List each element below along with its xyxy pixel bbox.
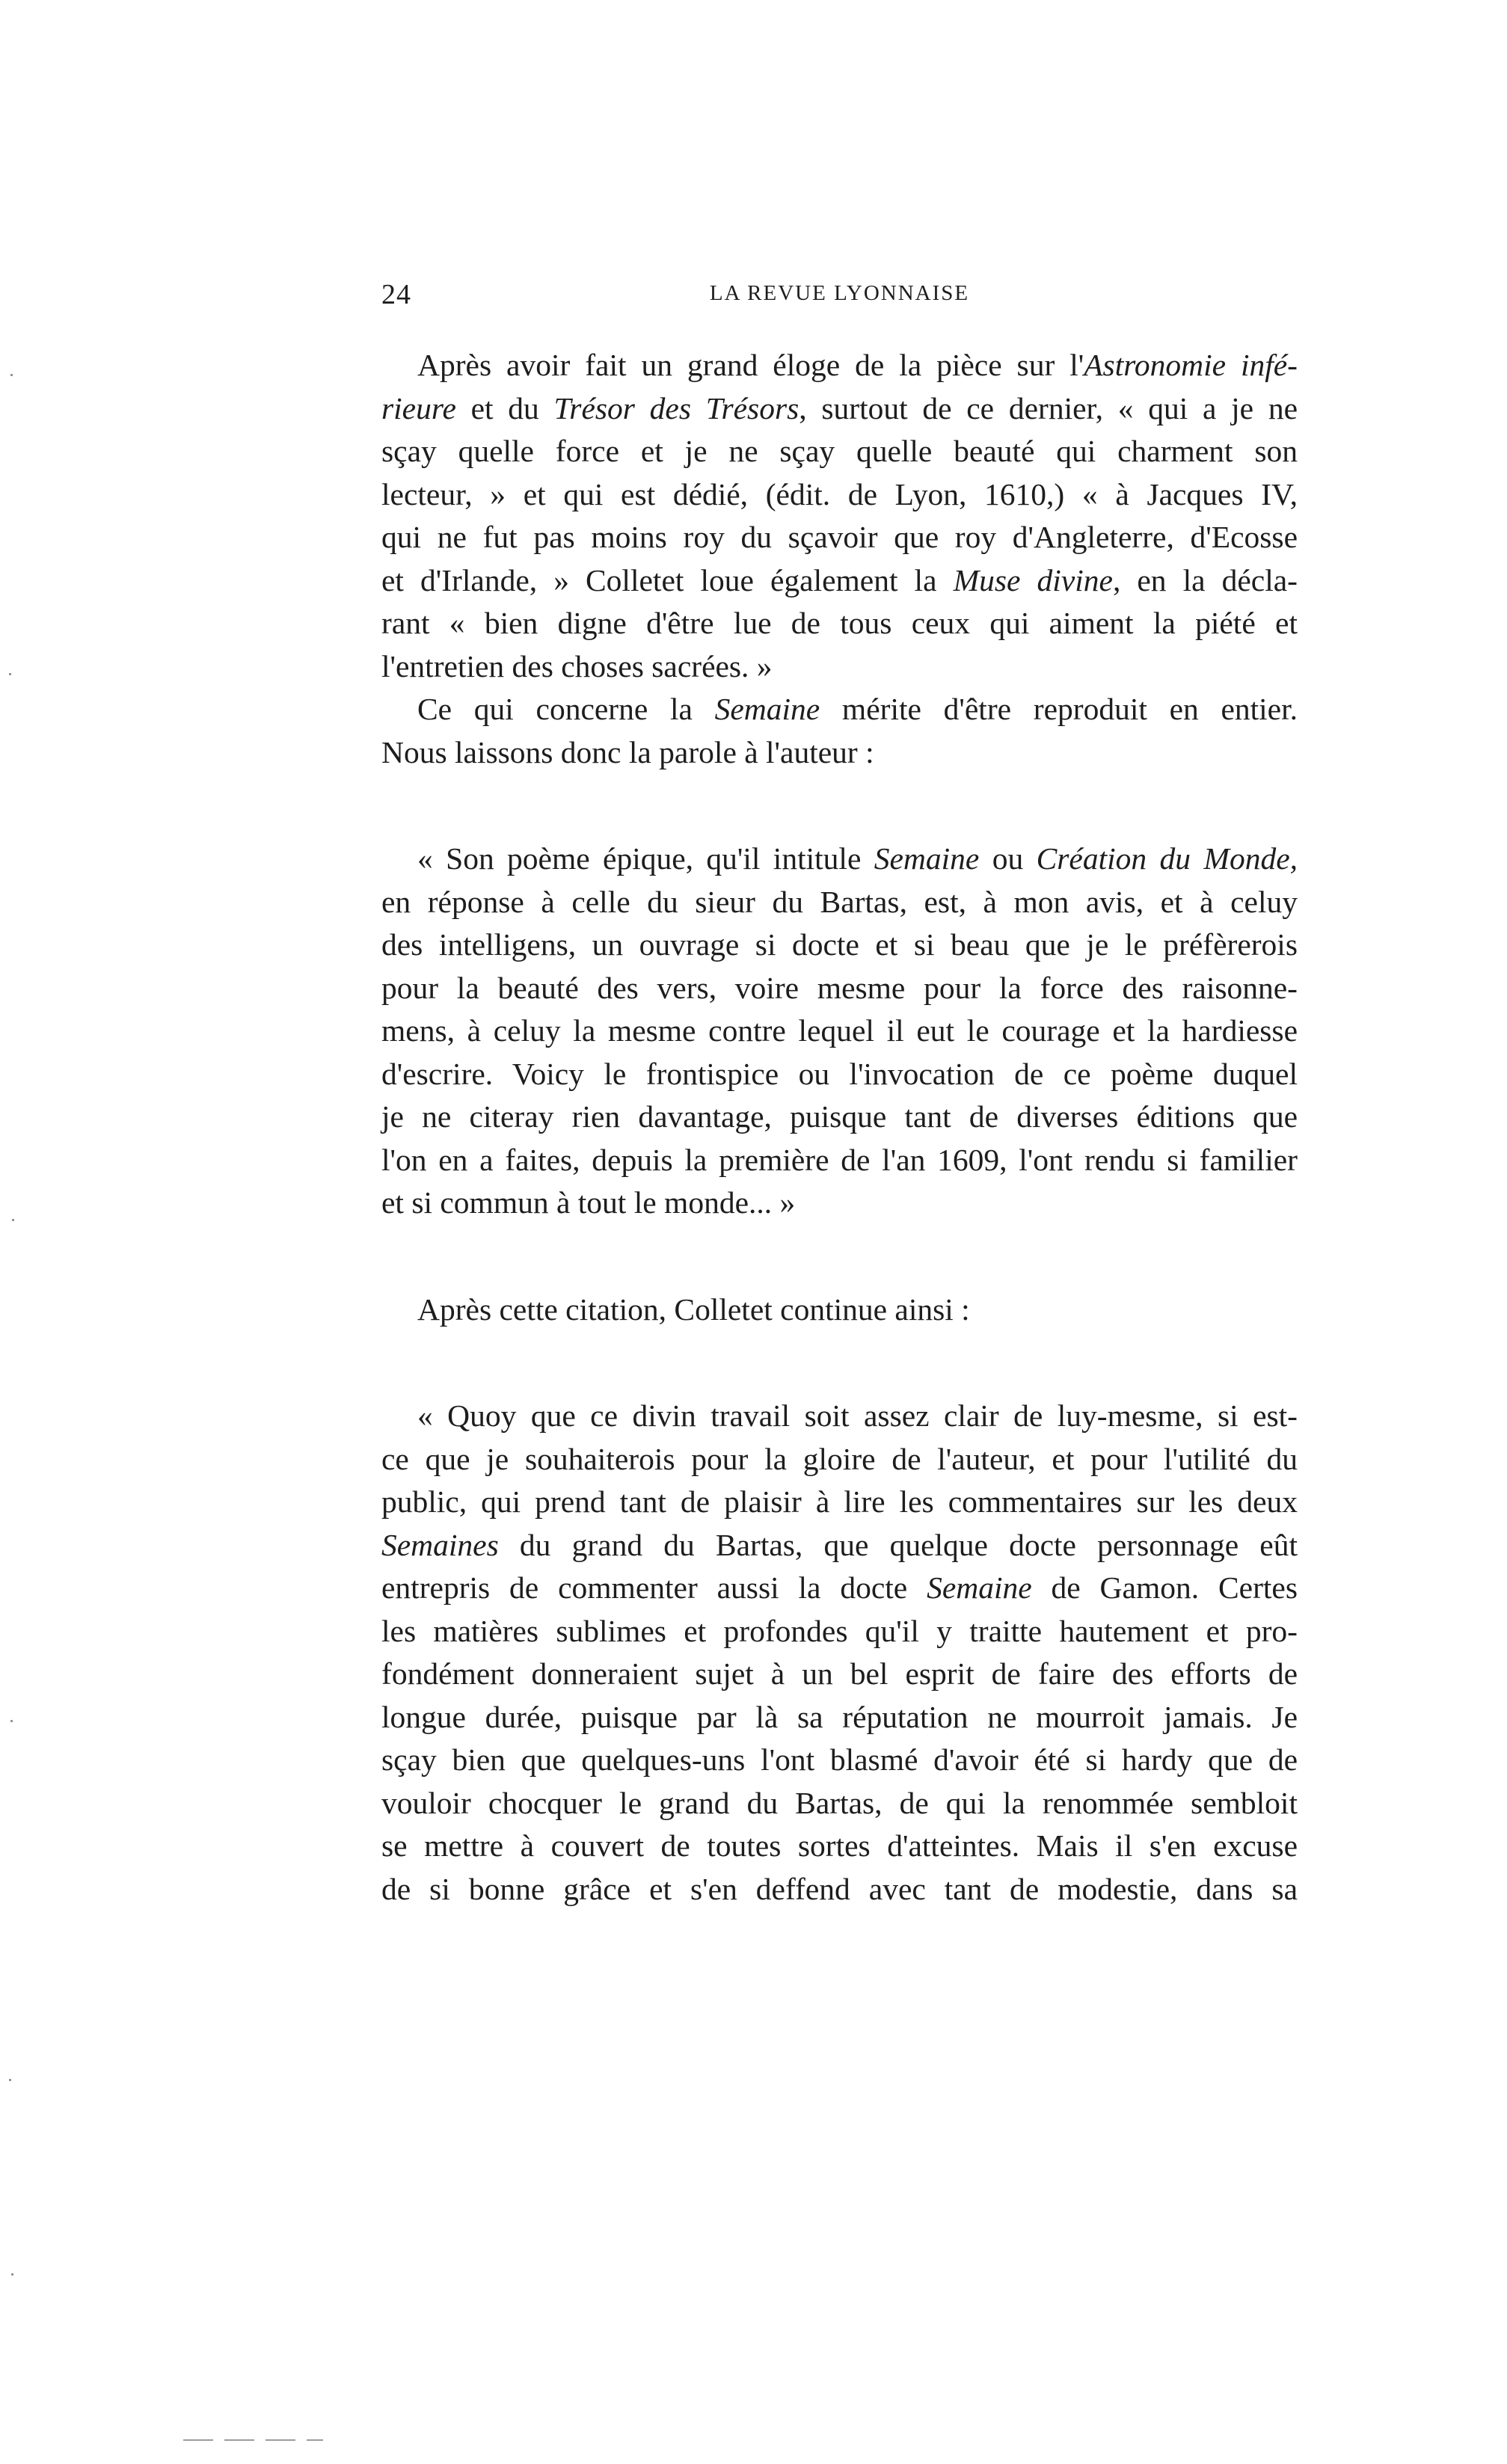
- quote-line: longue durée, puisque par là sa réputation ne mourroit jamais. Je: [381, 1699, 1298, 1734]
- quote-line: je ne citeray rien davantage, puisque tant de diverses éditions que: [381, 1099, 1298, 1134]
- text-line: et d'Irlande, » Colletet loue également la Muse divine, en la décla-: [381, 562, 1298, 597]
- text-line: lecteur, » et qui est dédié, (édit. de Lyon, 1610,) « à Jacques IV,: [381, 476, 1298, 511]
- quote-line: de si bonne grâce et s'en deffend avec tant de modestie, dans sa: [381, 1871, 1298, 1906]
- quote-line: d'escrire. Voicy le frontispice ou l'invocation de ce poème duquel: [381, 1056, 1298, 1091]
- text-line: l'entretien des choses sacrées. »: [381, 648, 773, 683]
- scan-mark: [12, 1219, 14, 1221]
- quote-line: pour la beauté des vers, voire mesme pour la force des raisonne-: [381, 970, 1298, 1005]
- text-line: qui ne fut pas moins roy du sçavoir que roy d'Angleterre, d'Ecosse: [381, 520, 1298, 554]
- scan-mark: [9, 2079, 11, 2081]
- running-head: [381, 278, 1298, 323]
- text-line: Ce qui concerne la Semaine mérite d'être reproduit en entier.: [417, 692, 1298, 726]
- spacer: [381, 774, 1298, 838]
- quote-line: les matières sublimes et profondes qu'il y traitte hautement et pro-: [381, 1613, 1298, 1648]
- quote-line: mens, à celuy la mesme contre lequel il eut le courage et la hardiesse: [381, 1013, 1298, 1048]
- quote-line: l'on en a faites, depuis la première de l'an 1609, l'ont rendu si familier: [381, 1142, 1298, 1177]
- quote-line: se mettre à couvert de toutes sortes d'atteintes. Mais il s'en excuse: [381, 1828, 1298, 1863]
- quote-line: « Son poème épique, qu'il intitule Semaine ou Création du Monde,: [417, 841, 1298, 876]
- text-line: Nous laissons donc la parole à l'auteur :: [381, 734, 874, 769]
- scan-mark: [10, 1720, 13, 1722]
- scan-rule: [224, 2439, 254, 2441]
- body-text: [381, 344, 1298, 1911]
- spacer: [381, 1225, 1298, 1288]
- journal-title: LA REVUE LYONNAISE: [709, 281, 970, 305]
- quote-line: Semaines du grand du Bartas, que quelque docte personnage eût: [381, 1527, 1298, 1562]
- scan-mark: [11, 2273, 13, 2276]
- text-line: rieure et du Trésor des Trésors, surtout de ce dernier, « qui a je ne: [381, 390, 1298, 425]
- quote-line: public, qui prend tant de plaisir à lire les commentaires sur les deux: [381, 1484, 1298, 1519]
- text-line: rant « bien digne d'être lue de tous ceux qui aiment la piété et: [381, 606, 1298, 640]
- quote-line: ce que je souhaiterois pour la gloire de l'auteur, et pour l'utilité du: [381, 1441, 1298, 1476]
- quote-line: entrepris de commenter aussi la docte Semaine de Gamon. Certes: [381, 1570, 1298, 1605]
- quote-line: « Quoy que ce divin travail soit assez clair de luy-mesme, si est-: [417, 1398, 1298, 1433]
- scan-mark: [10, 374, 13, 376]
- quote-line: fondément donneraient sujet à un bel esprit de faire des efforts de: [381, 1656, 1298, 1691]
- page-number: 24: [381, 279, 411, 310]
- quote-line: et si commun à tout le monde... »: [381, 1185, 796, 1220]
- quote-line: vouloir chocquer le grand du Bartas, de qui la renommée sembloit: [381, 1785, 1298, 1820]
- scan-rule: [307, 2439, 323, 2441]
- scan-mark: [9, 673, 11, 675]
- quote-line: en réponse à celle du sieur du Bartas, est, à mon avis, et à celuy: [381, 884, 1298, 919]
- text-line: sçay quelle force et je ne sçay quelle beauté qui charment son: [381, 434, 1298, 468]
- quote-line: sçay bien que quelques-uns l'ont blasmé d'avoir été si hardy que de: [381, 1742, 1298, 1777]
- quote-line: des intelligens, un ouvrage si docte et si beau que je le préfèrerois: [381, 927, 1298, 962]
- text-line: Après cette citation, Colletet continue ainsi :: [417, 1291, 970, 1327]
- scan-rule: [266, 2439, 295, 2441]
- text-line: Après avoir fait un grand éloge de la pièce sur l'Astronomie infé-: [417, 348, 1298, 382]
- spacer: [381, 1331, 1298, 1395]
- scan-rule: [183, 2439, 213, 2441]
